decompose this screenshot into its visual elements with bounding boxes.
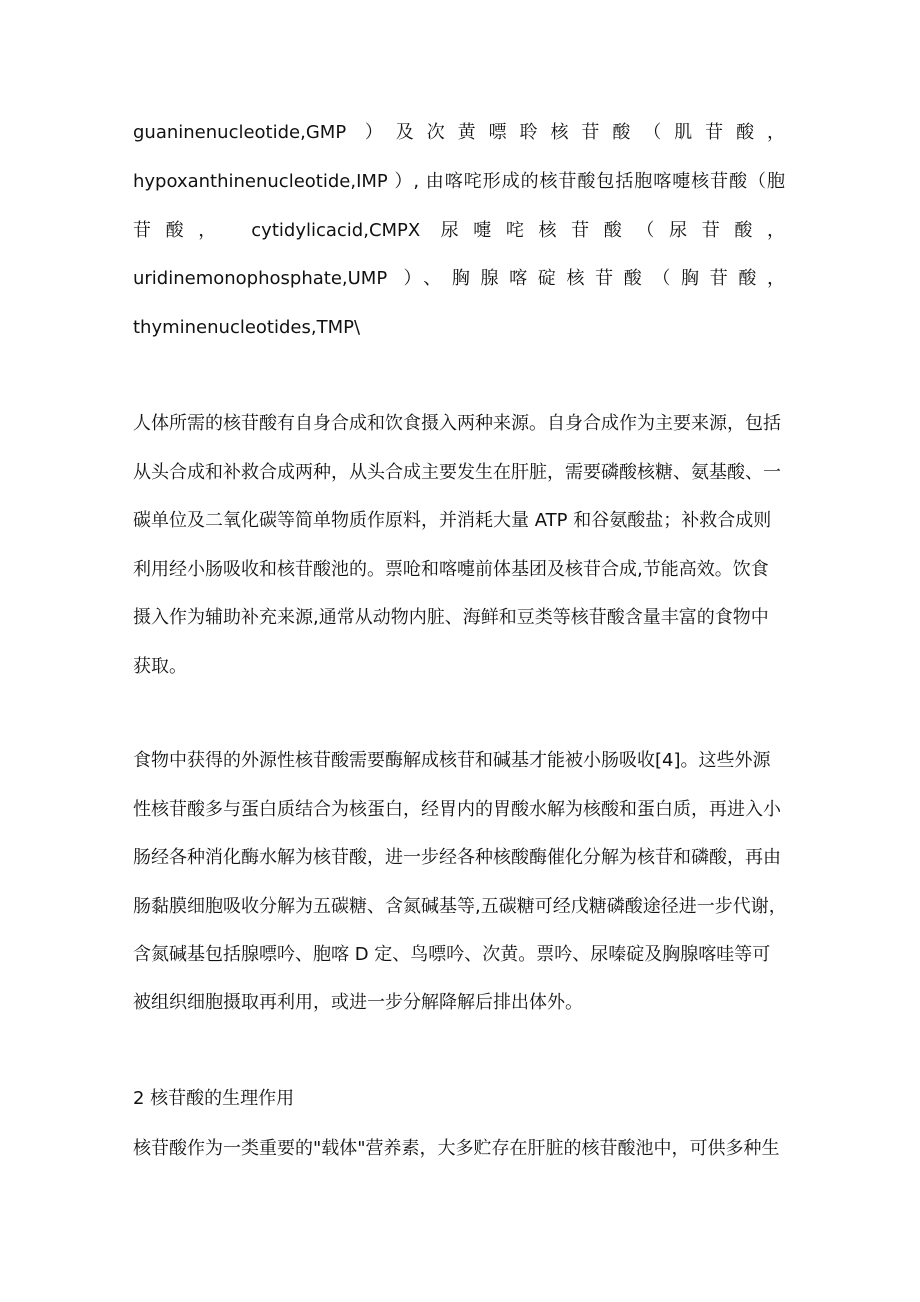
- text-line: guaninenucleotide,GMP ）及次黄嘌聆核苷酸（肌苷酸，: [133, 122, 785, 143]
- text-line: 核苷酸作为一类重要的"载体"营养素，大多贮存在肝脏的核苷酸池中，可供多种生: [133, 1138, 780, 1159]
- text-line: thyminenucleotides,TMP\: [133, 317, 361, 338]
- text-line: 肠黏膜细胞吸收分解为五碳糖、含氮碱基等,五碳糖可经戊糖磷酸途径进一步代谢，: [133, 896, 787, 917]
- text-line: hypoxanthinenucleotide,IMP ）, 由喀咤形成的核苷酸包括胞喀嚏核苷酸（胞: [133, 171, 785, 192]
- text-line: 摄入作为辅助补充来源,通常从动物内脏、海鲜和豆类等核苷酸含量丰富的食物中: [133, 607, 769, 628]
- text-line: 性核苷酸多与蛋白质结合为核蛋白，经胃内的胃酸水解为核酸和蛋白质，再进入小: [133, 799, 781, 820]
- text-line: 被组织细胞摄取再利用，或进一步分解降解后排出体外。: [133, 992, 583, 1013]
- text-line: 含氮碱基包括腺嘌吟、胞喀 D 定、鸟嘌吟、次黄。票吟、尿嗪碇及胸腺喀哇等可: [133, 944, 771, 965]
- section-heading: 2 核苷酸的生理作用: [133, 1088, 295, 1109]
- text-line: 苷酸， cytidylicacid,CMPX 尿嚏咤核苷酸（尿苷酸，: [133, 220, 785, 241]
- text-line: 人体所需的核苷酸有自身合成和饮食摄入两种来源。自身合成作为主要来源，包括: [133, 413, 781, 434]
- text-line: 肠经各种消化酶水解为核苷酸，进一步经各种核酸酶催化分解为核苷和磷酸，再由: [133, 847, 781, 868]
- text-line: 利用经小肠吸收和核苷酸池的。票呛和喀嚏前体基团及核苷合成,节能高效。饮食: [133, 559, 769, 580]
- text-line: 获取。: [133, 656, 187, 677]
- text-line: 从头合成和补救合成两种，从头合成主要发生在肝脏，需要磷酸核糖、氨基酸、一: [133, 462, 781, 483]
- text-line: 碳单位及二氧化碳等简单物质作原料，并消耗大量 ATP 和谷氨酸盐；补救合成则: [133, 510, 772, 531]
- text-line: uridinemonophosphate,UMP ）、胸腺喀碇核苷酸（胸苷酸，: [133, 268, 785, 289]
- text-line: 食物中获得的外源性核苷酸需要酶解成核苷和碱基才能被小肠吸收[4]。这些外源: [133, 750, 771, 771]
